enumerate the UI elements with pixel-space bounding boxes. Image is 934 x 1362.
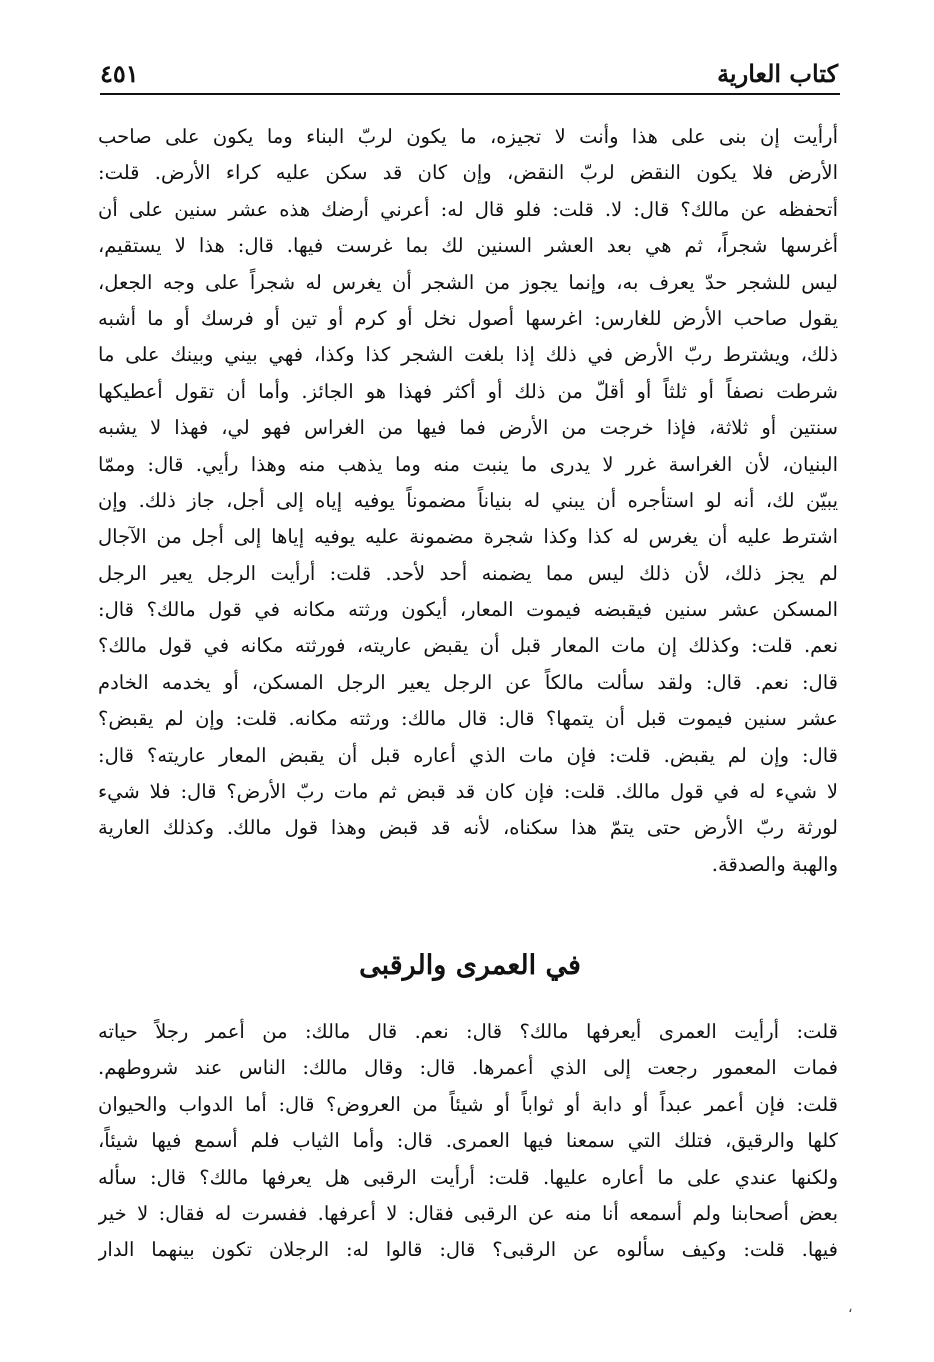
text-line: اشترط عليه أن يغرس له كذا وكذا شجرة مضمونة عليه يوفيه إياها إلى أجل من الآجال [98,525,838,549]
text-line: عشر سنين فيموت قبل أن يتمها؟ قال: قال مالك: ورثته مكانه. قلت: وإن لم يقبض؟ [98,707,838,731]
text-line: نعم. قلت: وكذلك إن مات المعار قبل أن يقبض عاريته، فورثته مكانه في قول مالك؟ [98,634,838,658]
text-line: ولكنها عندي على ما أعاره عليها. قلت: أرأيت الرقبى هل يعرفها مالك؟ قال: سأله [98,1165,838,1189]
text-line: سنتين أو ثلاثة، فإذا خرجت من الأرض فما فيها من الغراس فهو لي، فهذا لا يشبه [98,416,838,440]
text-line: قلت: فإن أعمر عبداً أو دابة أو ثواباً أو شيئاً من العروض؟ قال: أما الدواب والحيوان [98,1092,838,1116]
text-line: والهبة والصدقة. [711,852,838,876]
text-line: لورثة ربّ الأرض حتى يتمّ هذا سكناه، لأنه قد قبض وهذا قول مالك. وكذلك العارية [98,816,838,840]
text-line: فمات المعمور رجعت إلى الذي أعمرها. قال: وقال مالك: الناس عند شروطهم. [98,1056,838,1080]
section-heading: في العمرى والرقبى [359,950,581,981]
text-line: كلها والرقيق، فتلك التي سمعنا فيها العمرى. قال: وأما الثياب فلم أسمع فيها شيئاً، [98,1129,838,1153]
text-line: البنيان، لأن الغراسة غرر لا يدرى ما ينبت منه وما يذهب منه وهذا رأيي. قال: وممّا [98,452,838,476]
text-line: أتحفظه عن مالك؟ قال: لا. قلت: فلو قال له: أعرني أرضك هذه عشر سنين على أن [98,197,838,221]
text-line: يقول صاحب الأرض للغارس: اغرسها أصول نخل أو كرم أو تين أو فرسك أو ما أشبه [98,306,838,330]
text-line: فيها. قلت: وكيف سألوه عن الرقبى؟ قال: قالوا له: الرجلان تكون بينهما الدار [98,1238,838,1262]
text-line: ذلك، ويشترط ربّ الأرض في ذلك إذا بلغت الشجر كذا وكذا، فهي بيني وبينك على ما [98,343,838,367]
text-line: لا شيء له في قول مالك. قلت: فإن كان قد قبض ثم مات ربّ الأرض؟ قال: فلا شيء [98,780,838,804]
text-line: لم يجز ذلك، لأن ذلك ليس مما يضمنه أحد لأحد. قلت: أرأيت الرجل يعير الرجل [98,561,838,585]
text-line: قال: نعم. قال: ولقد سألت مالكاً عن الرجل يعير الرجل المسكن، أو يخدمه الخادم [98,670,838,694]
text-line: الأرض فلا يكون النقض لربّ النقض، وإن كان قد سكن عليه كراء الأرض. قلت: [98,161,838,185]
text-line: قلت: أرأيت العمرى أيعرفها مالك؟ قال: نعم. قال مالك: من أعمر رجلاً حياته [98,1020,838,1043]
text-line: أغرسها شجراً، ثم هي بعد العشر السنين لك بما غرست فيها. قال: هذا لا يستقيم، [98,234,838,258]
text-line: يبيّن لك، أنه لو استأجره أن يبني له بنياناً مضموناً يوفيه إياه إلى أجل، جاز ذلك. وإن [98,488,838,512]
running-header [100,58,838,90]
text-line: قال: وإن لم يقبض. قلت: فإن مات الذي أعاره قبل أن يقبض المعار عاريته؟ قال: [98,743,838,767]
text-line: أرأيت إن بنى على هذا وأنت لا تجيزه، ما يكون لربّ البناء وما يكون على صاحب [98,125,838,148]
text-line: بعض أصحابنا ولم أسمعه أنا منه عن الرقبى فقال: لا أعرفها. ففسرت له فقال: لا خير [98,1201,838,1225]
margin-mark: ، [848,1300,853,1316]
body-text [98,119,838,883]
section-text [98,1014,838,1269]
header-rule [100,93,840,95]
text-line: شرطت نصفاً أو ثلثاً أو أقلّ من ذلك أو أكثر فهذا هو الجائز. وأما أن تقول أعطيكها [98,379,838,403]
page-number: ٤٥١ [100,59,139,88]
text-line: المسكن عشر سنين فيقبضه فيموت المعار، أيكون ورثته مكانه في قول مالك؟ قال: [98,598,838,622]
running-title: كتاب العارية [717,59,838,88]
text-line: ليس للشجر حدّ يعرف به، وإنما يجوز من الشجر أن يغرس له شجراً على وجه الجعل، [98,270,838,294]
